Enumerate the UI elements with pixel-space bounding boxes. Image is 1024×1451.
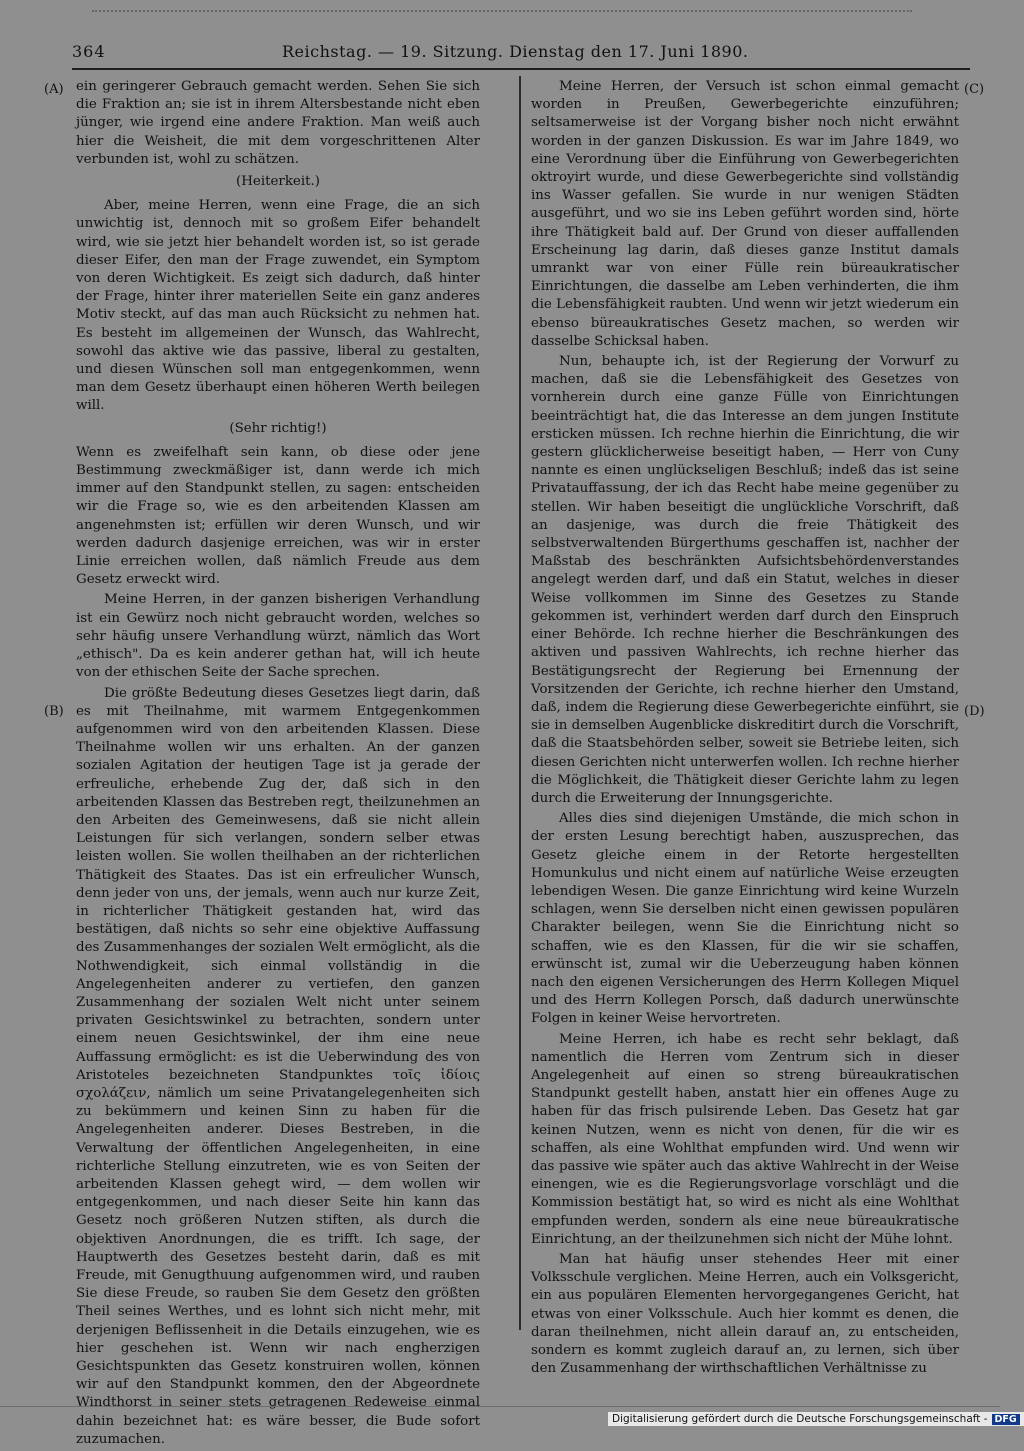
paragraph: Man hat häufig unser stehendes Heer mit einer Volksschule verglichen. Meine Herren, auch ein Volksgericht, ein aus populären Elementen hervorgegangenes Gericht, hat etwas von einer Volksschule. Auch hier kommt es denen, die daran theilnehmen, nicht allein darauf an, zu entscheiden, sondern es kommt zugleich darauf an, zu lernen, sich über den Zusammenhang der wirthschaftlichen Verhältnisse zu: [531, 1252, 959, 1377]
margin-marker-d: (D): [964, 704, 985, 719]
paragraph: Nun, behaupte ich, ist der Regierung der Vorwurf zu machen, daß sie die Lebensfähigkeit des Gesetzes von vornherein durch eine ganze Fülle von Einrichtungen beeinträchtigt hat, die das Interesse an dem jungen Institute ersticken müssen. Ich rechne hierhin die Einrichtung, die wir gestern glücklicherweise beseitigt haben, — Herr von Cuny nannte es einen unglückseligen Beschluß; indeß das ist seine Privatauffassung, der ich das Recht habe meine gegenüber zu stellen. Wir haben beseitigt die unglückliche Vorschrift, daß an dasjenige, was durch die freie Thätigkeit des selbstverwaltenden Bürgerthums geschaffen ist, nachher der Maßstab des beschränkten Aufsichtsbehördenverstandes angelegt werden darf, und daß ein Statut, welches in dieser Weise vollkommen im Sinne des Gesetzes zu Stande gekommen ist, verhindert werden darf durch den Einspruch einer Behörde. Ich rechne hierher die Beschränkungen des aktiven und passiven Wahlrechts, ich rechne hierher das Bestätigungsrecht der Regierung bei Ernennung der Vorsitzenden der Gerichte, ich rechne hierher den Umstand, daß, indem die Regierung diese Gewerbegerichte einführt, sie sie in demselben Augenblicke diskreditirt durch die Vorschrift, daß die Staatsbehörden selber, soweit sie Betriebe leiten, sich diesen Gerichten nicht unterwerfen wollen. Ich rechne hierher die Möglichkeit, die Thätigkeit dieser Gerichte lahm zu legen durch die Erweiterung der Innungsgerichte.: [531, 354, 959, 806]
paragraph: Die größte Bedeutung dieses Gesetzes liegt darin, daß es mit Theilnahme, mit warmem Entgegenkommen aufgenommen wird von den arbeitenden Klassen. Diese Theilnahme wollen wir uns erhalten. An der ganzen sozialen Agitation der heutigen Tage ist ja gerade der erfreuliche, erhebende Zug der, daß sich in den arbeitenden Klassen das Bestreben regt, theilzunehmen an den Arbeiten des Gemeinwesens, daß sie nicht allein Leistungen für sich verlangen, sondern selber etwas leisten wollen. Sie wollen theilhaben an der richterlichen Thätigkeit des Staates. Das ist ein erfreulicher Wunsch, denn jeder von uns, der jemals, wenn auch nur kurze Zeit, in richterlicher Thätigkeit gestanden hat, wird das bestätigen, daß nichts so sehr eine objektive Auffassung des Zusammenhanges der sozialen Welt ermöglicht, als die Nothwendigkeit, sich einmal vollständig in die Angelegenheiten anderer zu vertiefen, den ganzen Zusammenhang der sozialen Welt nicht unter seinem privaten Gesichtswinkel zu betrachten, sondern unter einem neuen Gesichtswinkel, der ihm eine neue Auffassung ermöglicht: es ist die Ueberwindung des von Aristoteles bezeichneten Standpunktes τοῖς ἰδίοις σχολάζειν, nämlich um seine Privatangelegenheiten sich zu bekümmern und keinen Sinn zu haben für die Angelegenheiten anderer. Dieses Bestreben, in die Verwaltung der öffentlichen Angelegenheiten, in eine richterliche Stellung einzutreten, wie es von Seiten der arbeitenden Klassen gehegt wird, — dem wollen wir entgegenkommen, und nach dieser Seite hin kann das Gesetz noch größeren Nutzen stiften, als durch die objektiven Anordnungen, die es trifft. Ich sage, der Hauptwerth des Gesetzes besteht darin, daß es mit Freude, mit Genugthuung aufgenommen wird, und rauben Sie diese Freude, so rauben Sie dem Gesetz den größten Theil seines Werthes, und es lohnt sich nicht mehr, mit derjenigen Beflissenheit in die Details einzugehen, wie es hier geschehen ist. Wenn wir nach engherzigen Gesichtspunkten das Gesetz konstruiren wollen, können wir auf den Standpunkt kommen, den der Abgeordnete Windthorst in seiner stets getragenen Redeweise einmal dahin bezeichnet hat: es wäre besser, die Bude sofort zuzumachen.: [76, 685, 480, 1447]
paragraph: Meine Herren, der Versuch ist schon einmal gemacht worden in Preußen, Gewerbegerichte einzuführen; seltsamerweise ist der Vorgang bisher noch nicht erwähnt worden in der ganzen Diskussion. Es war im Jahre 1849, wo eine Verordnung über die Einführung von Gewerbegerichten oktroyirt wurde, und diese Gewerbegerichte sind vollständig ins Wasser gefallen. Sie wurde in nur wenigen Städten ausgeführt, und wo sie ins Leben geführt worden sind, hörte ihre Thätigkeit bald auf. Der Grund von dieser auffallenden Erscheinung lag darin, daß dieses ganze Institut damals umrankt war von einer Fülle rein büreaukratischer Einrichtungen, die dasselbe am Leben verhinderten, die ihm die Lebensfähigkeit raubten. Und wenn wir jetzt wiederum ein ebenso büreaukratisches Gesetz machen, so werden wir dasselbe Schicksal haben.: [531, 79, 959, 349]
bottom-border: [0, 1406, 1000, 1407]
digitization-credit: [608, 1412, 1024, 1426]
paragraph: Aber, meine Herren, wenn eine Frage, die an sich unwichtig ist, dennoch mit so großem Eifer behandelt wird, wie sie jetzt hier behandelt worden ist, so ist gerade dieser Eifer, den man der Frage zuwendet, ein Symptom von deren Wichtigkeit. Es zeigt sich dadurch, daß hinter der Frage, hinter ihrer materiellen Seite ein ganz anderes Motiv steckt, auf das man auch Rücksicht zu nehmen hat. Es besteht im allgemeinen der Wunsch, das Wahlrecht, sowohl das aktive wie das passive, liberal zu gestalten, und diesen Wünschen soll man entgegenkommen, wenn man dem Gesetz überhaupt einen höheren Werth beilegen will.: [76, 198, 480, 414]
credit-text: Digitalisierung gefördert durch die Deutsche Forschungsgemeinschaft -: [612, 1413, 988, 1425]
interjection: (Heiterkeit.): [236, 174, 320, 190]
page-number: 364: [72, 42, 106, 61]
paragraph: Wenn es zweifelhaft sein kann, ob diese oder jene Bestimmung zweckmäßiger ist, dann werde ich mich immer auf den Standpunkt stellen, zu sagen: entscheiden wir die Frage so, wie es den arbeitenden Klassen am angenehmsten ist; erfüllen wir deren Wunsch, und wir werden dadurch dasjenige erreichen, was wir in erster Linie erreichen wollen, daß nämlich Freude aus dem Gesetz erweckt wird.: [76, 444, 480, 588]
dfg-logo: DFG: [992, 1414, 1020, 1425]
right-column: [531, 78, 959, 1380]
column-divider: [519, 76, 521, 1330]
margin-marker-a: (A): [44, 82, 64, 97]
margin-marker-c: (C): [964, 82, 985, 97]
header-rule: [72, 68, 970, 70]
paragraph: ein geringerer Gebrauch gemacht werden. Sehen Sie sich die Fraktion an; sie ist in ihrem Altersbestande nicht eben jünger, wie irgend eine andere Fraktion. Man weiß auch hier die Weisheit, die mit dem vorgeschrittenen Alter verbunden ist, wohl zu schätzen.: [76, 79, 480, 167]
paragraph: Meine Herren, ich habe es recht sehr beklagt, daß namentlich die Herren vom Zentrum sich in dieser Angelegenheit auf einen so streng büreaukratischen Standpunkt gestellt haben, anstatt hier ein offenes Auge zu haben für das frisch pulsirende Leben. Das Gesetz hat gar keinen Nutzen, wenn es nicht von denen, für die wir es schaffen, als eine Wohlthat empfunden wird. Und wenn wir das passive wie später auch das aktive Wahlrecht in der Weise einengen, wie es die Regierungsvorlage vorschlägt und die Kommission bestätigt hat, so wird es nicht als eine Wohlthat empfunden werden, sondern als eine neue büreaukratische Einrichtung, an der theilzunehmen sich nicht der Mühe lohnt.: [531, 1031, 959, 1247]
interjection: (Sehr richtig!): [229, 420, 327, 436]
paragraph: Alles dies sind diejenigen Umstände, die mich schon in der ersten Lesung berechtigt haben, auszusprechen, das Gesetz gleiche einem in der Retorte hergestellten Homunkulus und nicht einem auf natürliche Weise erzeugten lebendigen Wesen. Die ganze Einrichtung wird keine Wurzeln schlagen, wenn Sie derselben nicht einen gewissen populären Charakter beilegen, wenn Sie die Einrichtung nicht so schaffen, wie es den Klassen, für die wir sie schaffen, erwünscht ist, zumal wir die Ueberzeugung haben können nach den eigenen Versicherungen des Herrn Kollegen Miquel und des Herrn Kollegen Porsch, daß dadurch unerwünschte Folgen in keiner Weise hervortreten.: [531, 811, 959, 1027]
top-border: [92, 10, 912, 18]
paragraph: Meine Herren, in der ganzen bisherigen Verhandlung ist ein Gewürz noch nicht gebraucht worden, welches so sehr häufig unsere Verhandlung würzt, nämlich das Wort „ethisch". Da es kein anderer gethan hat, will ich heute von der ethischen Seite der Sache sprechen.: [76, 592, 480, 681]
running-title: Reichstag. — 19. Sitzung. Dienstag den 17. Juni 1890.: [282, 42, 749, 61]
page-header: [72, 40, 968, 66]
margin-marker-b: (B): [44, 704, 64, 719]
left-column: [76, 78, 480, 1451]
